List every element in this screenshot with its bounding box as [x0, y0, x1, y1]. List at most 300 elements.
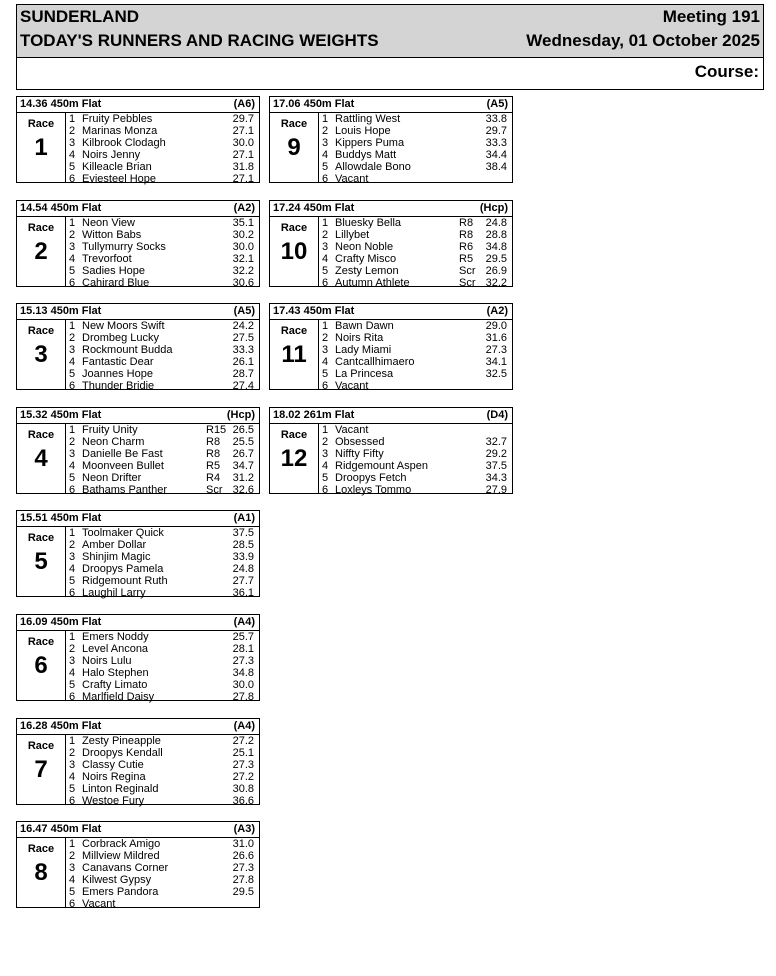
trap-number: 3	[69, 655, 76, 667]
race-body	[269, 320, 513, 390]
race-word: Race	[27, 740, 55, 752]
handicap: R5	[206, 460, 221, 472]
runner-list	[65, 526, 259, 599]
dog-name: Vacant	[82, 898, 116, 910]
dog-name: Joannes Hope	[82, 368, 153, 380]
weight: 27.1	[232, 125, 254, 137]
runner-row	[66, 539, 259, 551]
weight: 33.9	[232, 551, 254, 563]
trap-number: 1	[69, 424, 76, 436]
trap-number: 3	[322, 241, 329, 253]
trap-number: 2	[69, 332, 76, 344]
trap-number: 1	[69, 631, 76, 643]
dog-name: Classy Cutie	[82, 759, 144, 771]
dog-name: Danielle Be Fast	[82, 448, 163, 460]
race-grade: (A1)	[233, 512, 255, 524]
runner-row	[319, 173, 512, 185]
dog-name: New Moors Swift	[82, 320, 165, 332]
dog-name: Noirs Lulu	[82, 655, 132, 667]
handicap: R4	[206, 472, 221, 484]
weight: 31.0	[232, 838, 254, 850]
weight: 27.3	[232, 655, 254, 667]
runner-row	[319, 137, 512, 149]
runner-row	[319, 161, 512, 173]
trap-number: 5	[69, 472, 76, 484]
weight: 30.2	[232, 229, 254, 241]
race-word: Race	[280, 118, 308, 130]
trap-number: 5	[69, 679, 76, 691]
trap-number: 2	[322, 125, 329, 137]
runner-list	[65, 837, 259, 910]
race-time-distance: 16.28 450m Flat	[20, 720, 102, 732]
race-body	[16, 113, 260, 183]
handicap: R8	[206, 436, 221, 448]
runner-row	[66, 643, 259, 655]
race-label	[17, 631, 65, 700]
runner-row	[66, 472, 259, 484]
weight: 24.2	[232, 320, 254, 332]
weight: 36.6	[232, 795, 254, 807]
weight: 34.1	[485, 356, 507, 368]
weight: 26.6	[232, 850, 254, 862]
runner-row	[66, 484, 259, 496]
race-label	[17, 424, 65, 493]
weight: 34.8	[485, 241, 507, 253]
trap-number: 2	[322, 229, 329, 241]
runner-list	[65, 734, 259, 807]
dog-name: Ridgemount Ruth	[82, 575, 168, 587]
weight: 27.5	[232, 332, 254, 344]
dog-name: Noirs Jenny	[82, 149, 141, 161]
runner-row	[66, 424, 259, 436]
weight: 27.3	[485, 344, 507, 356]
race-word: Race	[280, 325, 308, 337]
runner-row	[319, 380, 512, 392]
weight: 33.8	[485, 113, 507, 125]
race-number: 1	[34, 134, 48, 161]
trap-number: 1	[69, 735, 76, 747]
runner-row	[66, 137, 259, 149]
trap-number: 1	[69, 320, 76, 332]
race-word: Race	[27, 532, 55, 544]
trap-number: 2	[322, 332, 329, 344]
trap-number: 5	[69, 368, 76, 380]
trap-number: 4	[69, 253, 76, 265]
dog-name: Neon View	[82, 217, 135, 229]
race-number: 9	[287, 134, 301, 161]
handicap: Scr	[459, 277, 476, 289]
race-label	[270, 217, 318, 286]
race-card	[16, 200, 260, 287]
trap-number: 2	[69, 229, 76, 241]
runner-row	[66, 380, 259, 392]
weight: 31.6	[485, 332, 507, 344]
runner-row	[66, 679, 259, 691]
dog-name: La Princesa	[335, 368, 394, 380]
runner-row	[66, 898, 259, 910]
weight: 27.7	[232, 575, 254, 587]
race-word: Race	[27, 843, 55, 855]
trap-number: 4	[322, 253, 329, 265]
weight: 30.6	[232, 277, 254, 289]
weight: 30.8	[232, 783, 254, 795]
runner-list	[65, 423, 259, 496]
weight: 26.1	[232, 356, 254, 368]
race-word: Race	[280, 222, 308, 234]
dog-name: Halo Stephen	[82, 667, 149, 679]
dog-name: Emers Noddy	[82, 631, 149, 643]
trap-number: 6	[69, 795, 76, 807]
trap-number: 4	[69, 667, 76, 679]
race-header	[16, 407, 260, 424]
runner-row	[66, 551, 259, 563]
race-grade: (Hcp)	[479, 202, 508, 214]
race-header	[16, 718, 260, 735]
dog-name: Crafty Misco	[335, 253, 397, 265]
runner-row	[66, 886, 259, 898]
race-time-distance: 15.13 450m Flat	[20, 305, 102, 317]
weight: 25.5	[232, 436, 254, 448]
trap-number: 2	[322, 436, 329, 448]
runner-row	[66, 850, 259, 862]
runner-row	[66, 448, 259, 460]
race-number: 6	[34, 652, 48, 679]
runner-row	[66, 229, 259, 241]
runner-row	[66, 173, 259, 185]
trap-number: 4	[69, 149, 76, 161]
race-header	[269, 96, 513, 113]
trap-number: 1	[69, 527, 76, 539]
runner-row	[319, 344, 512, 356]
dog-name: Witton Babs	[82, 229, 142, 241]
weight: 29.2	[485, 448, 507, 460]
weight: 34.3	[485, 472, 507, 484]
page-subtitle: TODAY'S RUNNERS AND RACING WEIGHTS	[20, 31, 379, 50]
trap-number: 3	[69, 344, 76, 356]
runner-row	[66, 161, 259, 173]
race-card	[269, 96, 513, 183]
weight: 30.0	[232, 241, 254, 253]
dog-name: Millview Mildred	[82, 850, 160, 862]
trap-number: 3	[69, 862, 76, 874]
runner-row	[66, 838, 259, 850]
weight: 29.0	[485, 320, 507, 332]
race-body	[16, 217, 260, 287]
dog-name: Trevorfoot	[82, 253, 132, 265]
runner-row	[66, 113, 259, 125]
runner-row	[319, 265, 512, 277]
runner-row	[319, 277, 512, 289]
runner-row	[66, 149, 259, 161]
handicap: Scr	[459, 265, 476, 277]
trap-number: 2	[69, 125, 76, 137]
race-body	[269, 113, 513, 183]
dog-name: Loxleys Tommo	[335, 484, 412, 496]
weight: 37.5	[485, 460, 507, 472]
trap-number: 5	[322, 265, 329, 277]
runner-row	[66, 277, 259, 289]
dog-name: Fruity Pebbles	[82, 113, 153, 125]
runner-row	[319, 460, 512, 472]
trap-number: 3	[69, 551, 76, 563]
weight: 26.7	[232, 448, 254, 460]
runner-row	[66, 241, 259, 253]
race-label	[17, 838, 65, 907]
dog-name: Obsessed	[335, 436, 385, 448]
weight: 30.0	[232, 137, 254, 149]
trap-number: 2	[69, 643, 76, 655]
runner-row	[66, 253, 259, 265]
race-label	[270, 320, 318, 389]
weight: 27.2	[232, 771, 254, 783]
weight: 35.1	[232, 217, 254, 229]
trap-number: 5	[69, 783, 76, 795]
runner-row	[66, 575, 259, 587]
race-header	[16, 200, 260, 217]
race-header	[16, 96, 260, 113]
trap-number: 5	[69, 575, 76, 587]
race-time-distance: 16.47 450m Flat	[20, 823, 102, 835]
dog-name: Drombeg Lucky	[82, 332, 160, 344]
dog-name: Louis Hope	[335, 125, 391, 137]
race-time-distance: 18.02 261m Flat	[273, 409, 355, 421]
race-header	[16, 510, 260, 527]
dog-name: Zesty Lemon	[335, 265, 399, 277]
race-header	[16, 614, 260, 631]
venue-title: SUNDERLAND	[20, 7, 139, 26]
trap-number: 2	[69, 539, 76, 551]
weight: 28.5	[232, 539, 254, 551]
weight: 25.1	[232, 747, 254, 759]
runner-row	[66, 527, 259, 539]
weight: 34.8	[232, 667, 254, 679]
weight: 27.1	[232, 149, 254, 161]
weight: 37.5	[232, 527, 254, 539]
runner-row	[66, 587, 259, 599]
race-label	[17, 320, 65, 389]
runner-row	[66, 747, 259, 759]
handicap: R5	[459, 253, 474, 265]
runner-list	[65, 112, 259, 185]
runner-list	[318, 216, 512, 289]
dog-name: Fantastic Dear	[82, 356, 154, 368]
dog-name: Vacant	[335, 424, 369, 436]
runner-list	[318, 319, 512, 392]
race-grade: (A4)	[233, 616, 255, 628]
dog-name: Fruity Unity	[82, 424, 138, 436]
trap-number: 6	[69, 691, 76, 703]
weight: 27.8	[232, 874, 254, 886]
trap-number: 5	[322, 368, 329, 380]
trap-number: 2	[69, 436, 76, 448]
trap-number: 1	[322, 424, 329, 436]
race-number: 10	[280, 238, 308, 265]
runner-row	[319, 113, 512, 125]
race-card	[16, 614, 260, 701]
dog-name: Sadies Hope	[82, 265, 145, 277]
race-card	[16, 303, 260, 390]
dog-name: Shinjim Magic	[82, 551, 151, 563]
weight: 27.8	[232, 691, 254, 703]
race-time-distance: 14.36 450m Flat	[20, 98, 102, 110]
race-body	[16, 424, 260, 494]
race-body	[16, 320, 260, 390]
trap-number: 3	[69, 759, 76, 771]
runner-row	[66, 368, 259, 380]
trap-number: 1	[69, 113, 76, 125]
dog-name: Lillybet	[335, 229, 370, 241]
dog-name: Droopys Kendall	[82, 747, 163, 759]
trap-number: 4	[69, 460, 76, 472]
runner-row	[66, 691, 259, 703]
dog-name: Cantcallhimaero	[335, 356, 415, 368]
weight: 30.0	[232, 679, 254, 691]
race-header	[16, 821, 260, 838]
weight: 25.7	[232, 631, 254, 643]
trap-number: 6	[322, 173, 329, 185]
race-card	[269, 200, 513, 287]
dog-name: Cahirard Blue	[82, 277, 150, 289]
race-body	[269, 424, 513, 494]
runner-row	[319, 125, 512, 137]
dog-name: Crafty Limato	[82, 679, 148, 691]
dog-name: Linton Reginald	[82, 783, 159, 795]
weight: 29.7	[232, 113, 254, 125]
race-word: Race	[280, 429, 308, 441]
runner-row	[319, 217, 512, 229]
race-header	[269, 303, 513, 320]
race-grade: (A4)	[233, 720, 255, 732]
weight: 29.5	[232, 886, 254, 898]
dog-name: Allowdale Bono	[335, 161, 411, 173]
handicap: R8	[459, 217, 474, 229]
weight: 26.9	[485, 265, 507, 277]
race-word: Race	[27, 325, 55, 337]
runner-row	[66, 874, 259, 886]
race-grade: (A3)	[233, 823, 255, 835]
trap-number: 2	[69, 747, 76, 759]
race-card	[269, 303, 513, 390]
runner-row	[66, 771, 259, 783]
weight: 26.5	[232, 424, 254, 436]
race-word: Race	[27, 222, 55, 234]
runner-row	[66, 795, 259, 807]
trap-number: 4	[322, 149, 329, 161]
dog-name: Thunder Bridie	[82, 380, 155, 392]
dog-name: Kippers Puma	[335, 137, 405, 149]
race-label	[17, 113, 65, 182]
trap-number: 1	[69, 217, 76, 229]
weight: 34.4	[485, 149, 507, 161]
race-word: Race	[27, 429, 55, 441]
dog-name: Bluesky Bella	[335, 217, 402, 229]
weight: 27.3	[232, 759, 254, 771]
dog-name: Level Ancona	[82, 643, 149, 655]
race-grade: (D4)	[486, 409, 508, 421]
trap-number: 6	[322, 484, 329, 496]
race-grade: (A2)	[233, 202, 255, 214]
race-number: 11	[281, 341, 307, 368]
race-header	[269, 407, 513, 424]
race-label	[17, 735, 65, 804]
runner-list	[65, 319, 259, 392]
runner-row	[66, 356, 259, 368]
course-bar	[16, 58, 764, 90]
trap-number: 6	[69, 898, 76, 910]
weight: 33.3	[485, 137, 507, 149]
trap-number: 6	[322, 277, 329, 289]
trap-number: 4	[322, 460, 329, 472]
runner-row	[66, 320, 259, 332]
runner-row	[66, 735, 259, 747]
runner-row	[319, 241, 512, 253]
weight: 29.7	[485, 125, 507, 137]
dog-name: Rattling West	[335, 113, 401, 125]
trap-number: 5	[322, 472, 329, 484]
race-word: Race	[27, 636, 55, 648]
dog-name: Vacant	[335, 380, 369, 392]
header-banner	[16, 4, 764, 58]
weight: 27.1	[232, 173, 254, 185]
runner-row	[319, 472, 512, 484]
race-number: 5	[34, 548, 48, 575]
trap-number: 4	[69, 771, 76, 783]
race-time-distance: 14.54 450m Flat	[20, 202, 102, 214]
dog-name: Vacant	[335, 173, 369, 185]
trap-number: 1	[322, 320, 329, 332]
race-card	[269, 407, 513, 494]
dog-name: Neon Charm	[82, 436, 145, 448]
handicap: Scr	[206, 484, 223, 496]
race-number: 2	[34, 238, 48, 265]
runner-row	[66, 217, 259, 229]
handicap: R8	[206, 448, 221, 460]
trap-number: 2	[69, 850, 76, 862]
dog-name: Moonveen Bullet	[82, 460, 164, 472]
race-grade: (A2)	[486, 305, 508, 317]
trap-number: 5	[69, 265, 76, 277]
runner-row	[66, 783, 259, 795]
runner-row	[66, 563, 259, 575]
trap-number: 5	[69, 161, 76, 173]
race-word: Race	[27, 118, 55, 130]
dog-name: Kilbrook Clodagh	[82, 137, 166, 149]
race-time-distance: 15.51 450m Flat	[20, 512, 102, 524]
dog-name: Niffty Fifty	[335, 448, 384, 460]
weight: 32.7	[485, 436, 507, 448]
meeting-date: Wednesday, 01 October 2025	[526, 31, 760, 50]
weight: 28.1	[232, 643, 254, 655]
dog-name: Eviesteel Hope	[82, 173, 156, 185]
runner-row	[319, 424, 512, 436]
trap-number: 5	[69, 886, 76, 898]
dog-name: Droopys Pamela	[82, 563, 164, 575]
dog-name: Lady Miami	[335, 344, 392, 356]
race-card	[16, 407, 260, 494]
runner-row	[319, 229, 512, 241]
weight: 28.7	[232, 368, 254, 380]
trap-number: 3	[69, 448, 76, 460]
race-time-distance: 15.32 450m Flat	[20, 409, 102, 421]
race-number: 12	[280, 445, 308, 472]
race-grade: (Hcp)	[226, 409, 255, 421]
race-number: 8	[34, 859, 48, 886]
dog-name: Autumn Athlete	[335, 277, 410, 289]
race-number: 4	[34, 445, 48, 472]
race-number: 3	[34, 341, 48, 368]
race-time-distance: 17.06 450m Flat	[273, 98, 355, 110]
race-label	[17, 527, 65, 596]
